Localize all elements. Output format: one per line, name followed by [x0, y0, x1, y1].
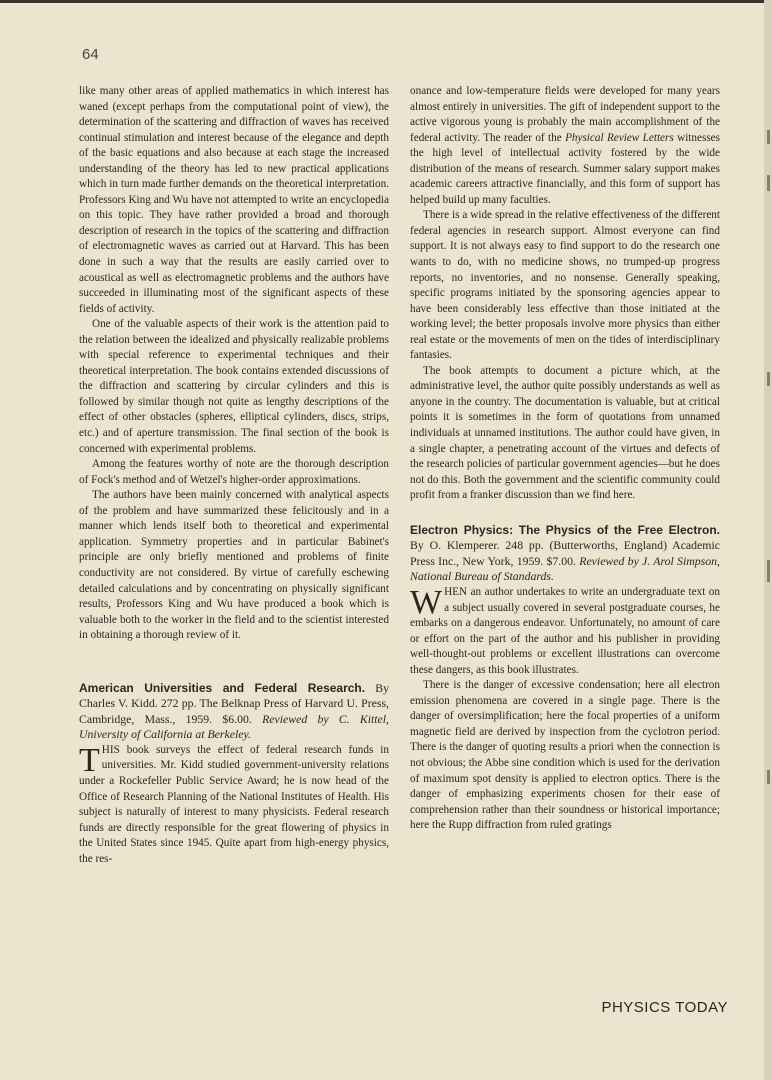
review-opening-paragraph — [79, 743, 389, 867]
page-number: 64 — [82, 46, 99, 63]
text-run: witnesses the high level of intellectual activity fostered by the wide distribution of the means of research. Summer salary support makes academic careers attractive financially, and this form of support has helped build up many faculties. — [410, 131, 720, 206]
book-title: Electron Physics: The Physics of the Free Electron. — [410, 522, 720, 537]
book-title: American Universities and Federal Research. — [79, 680, 366, 695]
body-paragraph: Among the features worthy of note are the thorough description of Fock's method and of Wetzel's higher-order approximations. — [79, 458, 389, 486]
review-heading-klemperer — [410, 523, 720, 585]
right-column — [410, 84, 720, 834]
edge-mark — [767, 770, 770, 784]
journal-title: Physical Review Letters — [565, 131, 674, 144]
edge-mark — [767, 130, 770, 144]
body-paragraph: There is the danger of excessive condensation; here all electron emission phenomena are covered in a single page. There is the danger of oversimplification; here the focal properties of a uniform magnetic field are derived by inspection from the cyclotron period. There is the danger of quoting results a priori when the connection is not obvious; the Abbe sine condition which is used for the derivation of maximum spot density is applied to electron optics. There is the danger of emphasizing experiments chosen for their ease of comprehension rather than their soundness or historical importance; here the Rupp diffraction from ruled gratings — [410, 679, 720, 832]
book-citation: By O. Klemperer. 248 pp. (Butterworths, England) Academic Press Inc., New York, 1959. $7.00. — [410, 538, 720, 568]
review-opening-paragraph — [410, 585, 720, 678]
page-edge — [764, 0, 772, 1080]
magazine-footer: PHYSICS TODAY — [601, 999, 728, 1016]
drop-cap: T — [79, 741, 100, 779]
edge-mark — [767, 372, 770, 386]
opening-text: HEN an author undertakes to write an undergraduate text on a subject usually covered in several postgraduate courses, he embarks on a dangerous endeavor. Unfortunately, no amount of care or effort on the part of the author and his publisher in providing well-thought-out problems or excellent illustrations can overcome these dangers, as this book illustrates. — [410, 585, 720, 676]
body-paragraph — [410, 84, 720, 208]
body-paragraph: One of the valuable aspects of their work is the attention paid to the relation between the idealized and physically realizable problems with special reference to experimental techniques and their theoretical interpretation. The book contains extended discussions of the diffraction and scattering by circular cylinders and this is followed by similar though not quite as lengthy descriptions of the effect of other obstacles (spheres, elliptical cylinders, discs, strips, etc.) and of aperture transmission. The final section of the book is concerned with experimental problems. — [79, 318, 389, 455]
body-paragraph: The book attempts to document a picture which, at the administrative level, the author quite possibly understands as well as anyone in the country. The documentation is valuable, but at critical points it is sometimes in the form of quotations from unnamed individuals at unnamed institutions. The author could have given, in a single chapter, a penetrating account of the virtues and defects of the research policies of particular government agencies—but he does not do this. Both the government and the scientific community could profit from a franker discussion than we find here. — [410, 364, 720, 502]
reviewer-credit: Reviewed by C. Kittel, University of California at Berkeley. — [79, 711, 389, 742]
review-heading-kidd — [79, 681, 389, 743]
top-rule — [0, 0, 772, 3]
body-paragraph: like many other areas of applied mathematics in which interest has waned (except perhaps from the computational point of view), the determination of the scattering and diffraction of waves has received continual stimulation and interest because of the elegance and depth of the basic equations and also because at each stage the increased understanding of the theory has led to new practical applications which in turn made further demands on the theoretical interpretation. Professors King and Wu have not attempted to write an encyclopedia on this topic. They have rather provided a broad and thorough description of research in the topics of the scattering and diffraction of electromagnetic waves as carried out at Harvard. This has been done in such a way that the results are easily carried over to acoustical as well as electromagnetic problems and the authors have succeeded in illuminating most of the significant aspects of these fields of activity. — [79, 85, 389, 315]
edge-mark — [767, 560, 770, 582]
body-paragraph: The authors have been mainly concerned with analytical aspects of the problem and have summarized these felicitously and in a manner which lends itself both to theoretical and experimental application. Symmetry properties and in particular Babinet's principle are only briefly mentioned and problems of finite conductivity are not considered. By virtue of carefully eschewing detailed calculations and by concentrating on physically significant results, Professors King and Wu have produced a book which is valuable both to the worker in the field and to the scientist interested in obtaining a thorough review of it. — [79, 489, 389, 642]
book-citation: By Charles V. Kidd. 272 pp. The Belknap Press of Harvard U. Press, Cambridge, Mass., 1959. $6.00. — [79, 680, 390, 726]
left-column — [79, 84, 389, 867]
edge-mark — [767, 175, 770, 191]
drop-cap: W — [410, 583, 443, 621]
text-run: onance and low-temperature fields were developed for many years almost entirely in universities. The gift of independent support to the active vigorous young is probably the main accomplishment of the federal activity. The reader of the — [410, 85, 720, 144]
body-paragraph: There is a wide spread in the relative effectiveness of the different federal agencies in research support. Almost everyone can find support. It is not always easy to find support to do the research one wants to do, with no medicine shows, no trumped-up progress reports, no inventories, and no nonsense. Generally speaking, specific programs initiated by the sponsoring agencies appear to have been considerably less effective than those initiated at the working level; the better proposals involve more physics than either real estate or the movements of men on the tides of interdisciplinary fantasies. — [410, 209, 720, 362]
opening-text: HIS book surveys the effect of federal research funds in universities. Mr. Kidd studied government-university relations under a Rockefeller Public Service Award; he is now head of the Office of Research Planning of the National Institutes of Health. His subject is naturally of interest to many physicists. Federal research funds are directly responsible for the great flowering of physics in the United States since 1945. Quite apart from high-energy physics, the res- — [79, 743, 389, 865]
reviewer-credit: Reviewed by J. Arol Simpson, National Bureau of Standards. — [410, 553, 720, 584]
